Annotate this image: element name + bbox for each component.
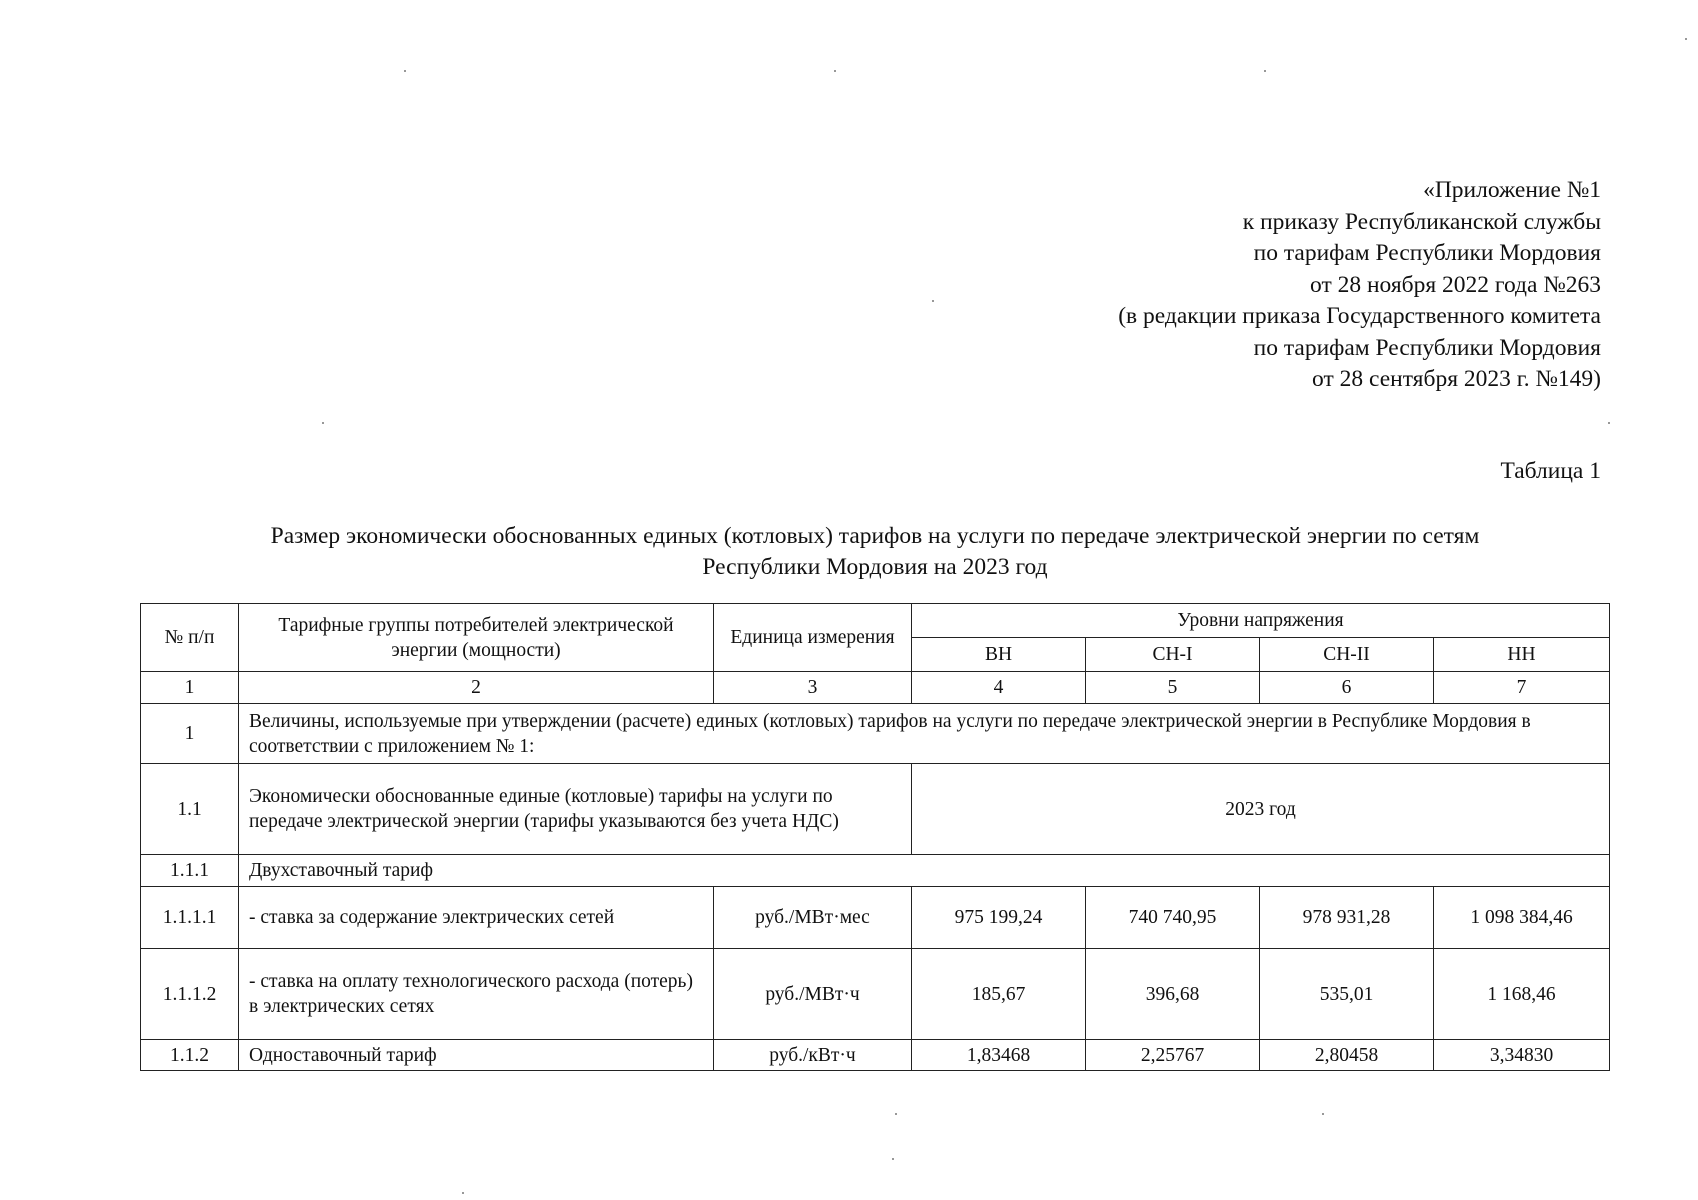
document-title <box>140 521 1610 583</box>
header-voltage-levels: Уровни напряжения <box>912 604 1610 638</box>
row-description: Двухставочный тариф <box>239 855 1610 887</box>
column-number-row <box>141 672 1610 704</box>
value-cell: 1 168,46 <box>1434 949 1610 1040</box>
header-level: СН-I <box>1086 638 1260 672</box>
row-description: Одноставочный тариф <box>239 1040 714 1071</box>
row-number: 1.1.1 <box>141 855 239 887</box>
row-description: Экономически обоснованные единые (котловые) тарифы на услуги по передаче электрической энергии (тарифы указываются без учета НДС) <box>239 764 912 855</box>
unit-cell: руб./кВт·ч <box>714 1040 912 1071</box>
table-row <box>141 1040 1610 1071</box>
scan-speck <box>892 1158 894 1160</box>
header-level: НН <box>1434 638 1610 672</box>
header-group: Тарифные группы потребителей электрической энергии (мощности) <box>239 604 714 672</box>
column-number: 3 <box>714 672 912 704</box>
value-cell: 978 931,28 <box>1260 887 1434 949</box>
value-cell: 1,83468 <box>912 1040 1086 1071</box>
table-row <box>141 949 1610 1040</box>
value-cell: 975 199,24 <box>912 887 1086 949</box>
appendix-line: к приказу Республиканской службы <box>1242 208 1601 235</box>
row-number: 1.1.1.2 <box>141 949 239 1040</box>
scan-speck <box>1608 422 1610 424</box>
scan-speck <box>1264 70 1266 72</box>
value-cell: 396,68 <box>1086 949 1260 1040</box>
row-number: 1.1 <box>141 764 239 855</box>
scan-speck <box>1322 1113 1324 1115</box>
value-cell: 740 740,95 <box>1086 887 1260 949</box>
column-number: 2 <box>239 672 714 704</box>
year-cell: 2023 год <box>912 764 1610 855</box>
scan-speck <box>322 422 324 424</box>
appendix-line: по тарифам Республики Мордовия <box>1253 334 1601 361</box>
appendix-line: от 28 ноября 2022 года №263 <box>1310 271 1601 298</box>
tariff-table <box>140 603 1610 1071</box>
appendix-header <box>1118 175 1601 396</box>
column-number: 5 <box>1086 672 1260 704</box>
row-description: - ставка на оплату технологического расхода (потерь) в электрических сетях <box>239 949 714 1040</box>
row-number: 1.1.1.1 <box>141 887 239 949</box>
value-cell: 2,80458 <box>1260 1040 1434 1071</box>
appendix-line: по тарифам Республики Мордовия <box>1253 240 1601 266</box>
table-row <box>141 887 1610 949</box>
value-cell: 185,67 <box>912 949 1086 1040</box>
column-number: 7 <box>1434 672 1610 704</box>
header-row <box>141 604 1610 638</box>
table-row <box>141 855 1610 887</box>
header-num: № п/п <box>141 604 239 672</box>
appendix-line: от 28 сентября 2023 г. №149) <box>1312 366 1601 392</box>
table-row <box>141 764 1610 855</box>
column-number: 6 <box>1260 672 1434 704</box>
table-caption: Таблица 1 <box>1500 458 1601 484</box>
scan-speck <box>895 1113 897 1115</box>
scan-speck <box>932 300 934 302</box>
scan-speck <box>834 70 836 72</box>
row-number: 1.1.2 <box>141 1040 239 1071</box>
row-description: Величины, используемые при утверждении (расчете) единых (котловых) тарифов на услуги по передаче электрической энергии в Республике Мордовия в соответствии с приложением № 1: <box>239 704 1610 764</box>
unit-cell: руб./МВт·мес <box>714 887 912 949</box>
scan-speck <box>1685 38 1687 40</box>
column-number: 1 <box>141 672 239 704</box>
scan-speck <box>404 70 406 72</box>
unit-cell: руб./МВт·ч <box>714 949 912 1040</box>
row-number: 1 <box>141 704 239 764</box>
value-cell: 2,25767 <box>1086 1040 1260 1071</box>
header-unit: Единица измерения <box>714 604 912 672</box>
scan-speck <box>462 1192 464 1194</box>
value-cell: 1 098 384,46 <box>1434 887 1610 949</box>
title-line-2: Республики Мордовия на 2023 год <box>702 554 1048 580</box>
appendix-line: (в редакции приказа Государственного комитета <box>1118 303 1601 329</box>
title-line-1: Размер экономически обоснованных единых (котловых) тарифов на услуги по передаче электрической энергии по сетям <box>270 523 1480 549</box>
column-number: 4 <box>912 672 1086 704</box>
value-cell: 3,34830 <box>1434 1040 1610 1071</box>
row-description: - ставка за содержание электрических сетей <box>239 887 714 949</box>
header-level: ВН <box>912 638 1086 672</box>
appendix-line: «Приложение №1 <box>1423 177 1601 203</box>
value-cell: 535,01 <box>1260 949 1434 1040</box>
table-row <box>141 704 1610 764</box>
header-level: СН-II <box>1260 638 1434 672</box>
